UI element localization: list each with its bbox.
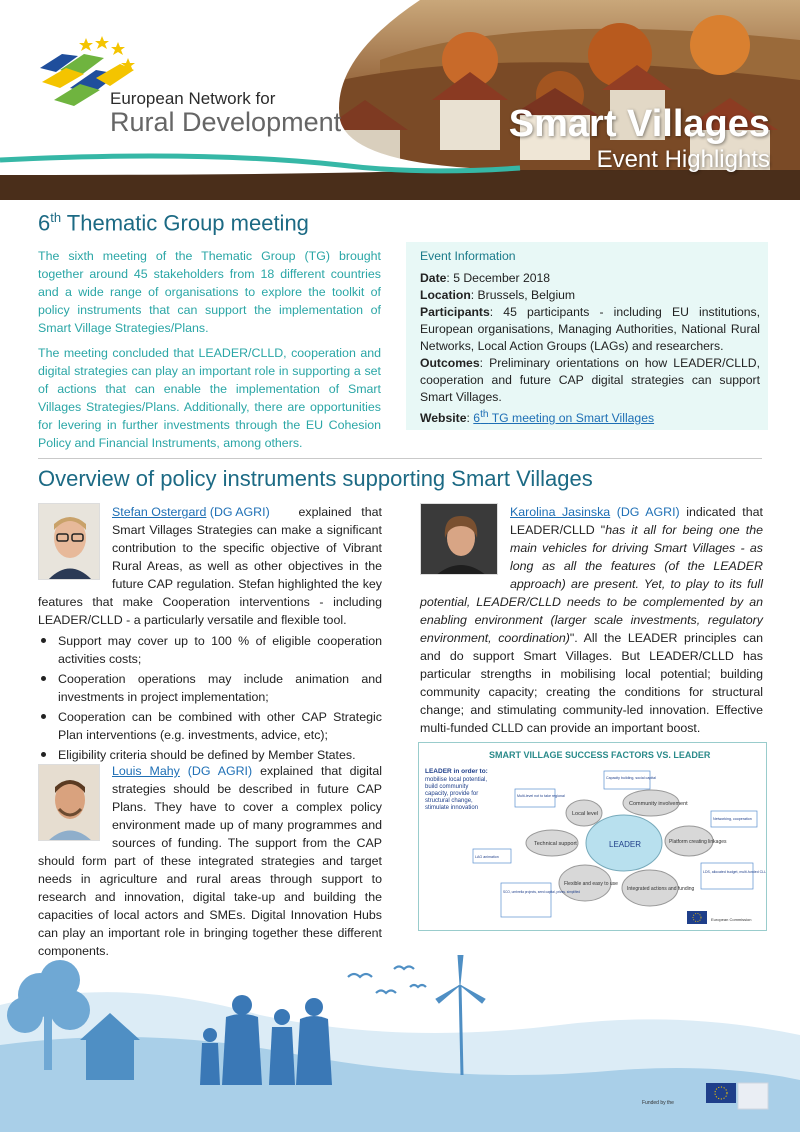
eu-flag-icon (687, 911, 707, 924)
org-name-line2: Rural Development (110, 107, 342, 137)
event-date-label: Date (420, 271, 447, 285)
karolina-text-a: indicated that LEADER/CLLD " (510, 505, 763, 537)
bullet-item: Cooperation operations may include animation and investments in project implementation; (38, 670, 382, 706)
overview-heading: Overview of policy instruments supporting Smart Villages (38, 466, 593, 491)
diagram-ec-label: European Commission (711, 917, 752, 922)
stefan-text-block (38, 503, 382, 766)
node-label: Local level (572, 811, 598, 817)
event-website (420, 406, 760, 427)
success-factors-diagram (418, 742, 767, 931)
website-link-sup: th (480, 409, 489, 420)
website-link-num: 6 (473, 411, 481, 426)
event-location-label: Location (420, 288, 471, 302)
event-website-sep: : (466, 411, 474, 426)
stefan-name-link[interactable]: Stefan Ostergard (112, 505, 207, 519)
org-name (110, 90, 341, 136)
event-outcomes (420, 355, 760, 406)
website-link-rest: TG meeting on Smart Villages (488, 411, 655, 426)
diagram-note: Capacity building, social capital (606, 776, 656, 780)
stefan-text: explained that Smart Villages Strategies can make a significant contribution to the specific objective of Vibrant Rural Areas, as well as other objectives in the future CAP regulation. Stefan highlighted the key features that make Cooperation interventions - including LEADER/CLLD - a particularly versatile and flexible tool. (38, 505, 382, 627)
louis-text: explained that digital strategies should be described in future CAP Plans. They have to cover a complex policy environment made up of many programmes and sources of funding. The support from the CAP should form part of these integrated strategies and target needs in agriculture and rural areas through support to research and innovation, digital take-up and building the capacities of local actors and SMEs. Digital Innovation Hubs can play an important role in bringing together these different components. (38, 764, 382, 958)
meeting-heading-num: 6 (38, 210, 51, 236)
event-website-link[interactable] (473, 411, 654, 425)
node-label: Community involvement (629, 801, 688, 807)
meeting-heading (38, 210, 309, 236)
event-location-value: : Brussels, Belgium (470, 288, 576, 302)
diagram-note: Networking, cooperation (713, 817, 752, 821)
diagram-title: SMART VILLAGE SUCCESS FACTORS VS. LEADER (489, 750, 711, 760)
leader-point: structural change, (425, 798, 473, 804)
stefan-dg: (DG AGRI) (209, 505, 270, 519)
louis-text-block (38, 762, 382, 960)
event-date (420, 270, 760, 287)
bullet-item: Cooperation can be combined with other CAP Strategic Plan interventions (e.g. investments, advice, etc); (38, 708, 382, 744)
node-label: Integrated actions and funding (627, 886, 695, 892)
intro-paragraph-2: The meeting concluded that LEADER/CLLD, cooperation and digital strategies can play an important role in supporting a set of actions that can enable the implementation of Smart Villages Strategies/Plans. Additionally, there are opportunities for levering in further investments through the EU Cohesion Policy and Financial Instruments, among others. (38, 346, 381, 450)
event-participants-value: : 45 participants - including EU institutions, European organisations, Managing Authorities, National Rural Networks, Local Action Groups (LAGs) and researchers. (420, 305, 760, 353)
meeting-heading-sup: th (50, 210, 62, 225)
leader-point: stimulate innovation (425, 805, 479, 811)
meeting-heading-rest: Thematic Group meeting (61, 210, 309, 236)
leader-point: mobilise local potential, (425, 777, 488, 783)
banner-subtitle: Event Highlights (596, 146, 770, 173)
eu-flag-icon (706, 1083, 736, 1103)
footer-silhouette (0, 955, 800, 1132)
birds-icon (348, 967, 426, 994)
leader-point: capacity, provide for (425, 791, 479, 797)
meeting-intro (38, 247, 381, 459)
org-name-line1: European Network for (110, 89, 276, 108)
leader-intro: LEADER in order to: (425, 768, 488, 775)
karolina-name-link[interactable]: Karolina Jasinska (510, 505, 611, 519)
event-website-label: Website (420, 411, 467, 426)
diagram-note: LDS, allocated budget, multi-funded CLLD (703, 870, 766, 874)
node-label: Flexible and easy to use (564, 881, 618, 887)
event-participants (420, 304, 760, 355)
event-outcomes-label: Outcomes (420, 356, 480, 370)
node-label: Platform creating linkages (669, 839, 727, 845)
leader-point: build community (425, 784, 469, 790)
diagram-note: Multi-level not to take regional (517, 794, 565, 798)
karolina-text-b: ". All the LEADER principles can and do support Smart Villages. But LEADER/CLLD has particular strengths in mobilising local potential; building community capacity; creating the conditions for structural change; and stimulating community-led innovation. Effective multi-funded CLLD can provide an important boost. (420, 631, 763, 735)
louis-name-link[interactable]: Louis Mahy (112, 764, 180, 778)
banner-title: Smart Villages (508, 103, 770, 145)
event-participants-label: Participants (420, 305, 490, 319)
event-location (420, 287, 760, 304)
page-header (0, 0, 800, 200)
event-outcomes-value: : Preliminary orientations on how LEADER/CLLD, cooperation and future CAP digital strategies can support Smart Villages. (420, 356, 760, 404)
diagram-note: LAG animation (475, 855, 499, 859)
karolina-quote: has it all for being one the main vehicles for driving Smart Villages - as long as all the features (of the LEADER approach) are present. Yet, to play to its full potential, LEADER/CLLD needs to be complemented by an enabling environment (larger scale investments, regulatory environment, coordination) (420, 523, 763, 645)
section-divider (38, 458, 762, 459)
event-date-value: : 5 December 2018 (446, 271, 551, 285)
event-info-box (406, 242, 768, 430)
bullet-item: Support may cover up to 100 % of eligible cooperation activities costs; (38, 632, 382, 668)
bullet-item: Eligibility criteria should be defined by Member States. (38, 746, 382, 764)
intro-paragraph-1: The sixth meeting of the Thematic Group (TG) brought together around 45 stakeholders from 18 different countries and a wide range of organisations to explore the toolkit of policy instruments that can support the implementation of Smart Village Strategies/Plans. (38, 249, 381, 335)
diagram-note: SCO, umbrella projects, seed capital, prizes, simplified (503, 890, 581, 894)
node-label: Technical support (534, 841, 577, 847)
leader-center-label: LEADER (609, 840, 642, 849)
louis-dg: (DG AGRI) (187, 764, 253, 778)
karolina-dg: (DG AGRI) (616, 505, 680, 519)
funded-by-label: Funded by the (642, 1100, 674, 1106)
event-info-title: Event Information (420, 249, 516, 263)
stefan-bullet-list (38, 632, 382, 764)
karolina-text-block (420, 503, 763, 737)
